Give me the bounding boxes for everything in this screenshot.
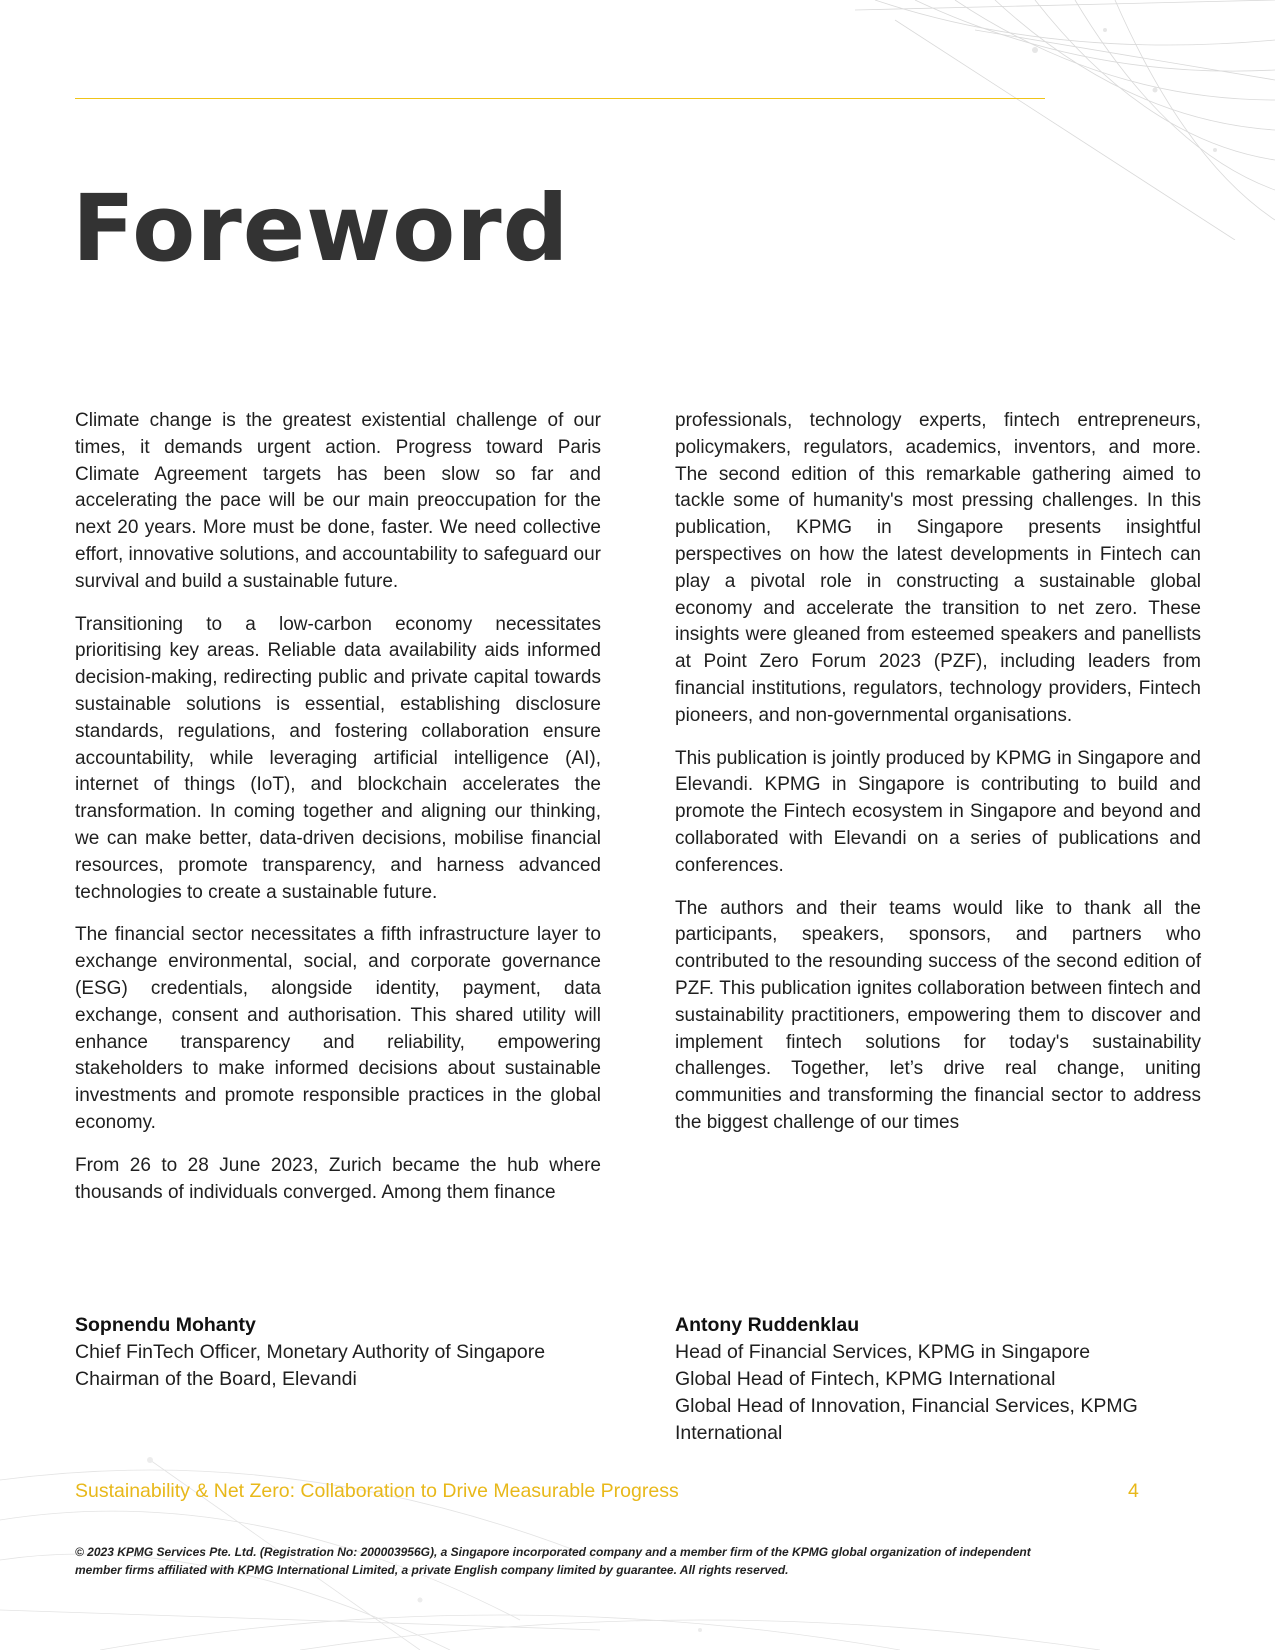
signatory-role: Global Head of Fintech, KPMG International — [675, 1368, 1056, 1390]
network-lines-decoration-top — [855, 0, 1275, 240]
signatory-role: Chairman of the Board, Elevandi — [75, 1368, 357, 1390]
paragraph: This publication is jointly produced by KPMG in Singapore and Elevandi. KPMG in Singapore is contributing to build and promote the Fintech ecosystem in Singapore and beyond and collaborated with Elevandi on a series of publications and conferences. — [675, 747, 1201, 876]
signatory-role: Chief FinTech Officer, Monetary Authority of Singapore — [75, 1341, 546, 1363]
page-number: 4 — [1128, 1480, 1139, 1502]
signatory-mohanty — [75, 1312, 635, 1393]
copyright-notice: © 2023 KPMG Services Pte. Ltd. (Registration No: 200003956G), a Singapore incorporated company and a member firm of the KPMG global organization of independent member firms affiliated with KPMG International Limited, a private English company limited by guarantee. All rights reserved. — [75, 1545, 1031, 1577]
paragraph: The financial sector necessitates a fifth infrastructure layer to exchange environmental, social, and corporate governance (ESG) credentials, alongside identity, payment, data exchange, consent and authorisation. This shared utility will enhance transparency and reliability, empowering stakeholders to make informed decisions about sustainable investments and promote responsible practices in the global economy. — [75, 924, 601, 1133]
signatory-name: Antony Ruddenklau — [675, 1314, 860, 1336]
paragraph: The authors and their teams would like to thank all the participants, speakers, sponsors, and partners who contributed to the resounding success of the second edition of PZF. This publication ignites collaboration between fintech and sustainability practitioners, empowering them to discover and implement fintech solutions for today's sustainability challenges. Together, let’s drive real change, uniting communities and transforming the financial sector to address the biggest challenge of our times — [675, 897, 1201, 1133]
footer-document-title: Sustainability & Net Zero: Collaboration to Drive Measurable Progress — [75, 1480, 679, 1502]
signatory-ruddenklau — [675, 1312, 1195, 1447]
signatory-role: Head of Financial Services, KPMG in Singapore — [675, 1341, 1091, 1363]
left-text-column — [75, 408, 601, 1222]
signatory-name: Sopnendu Mohanty — [75, 1314, 256, 1336]
network-lines-decoration-bottom — [0, 1420, 1275, 1650]
page-title: Foreword — [72, 175, 570, 282]
signatory-role: Global Head of Innovation, Financial Services, KPMG International — [675, 1395, 1138, 1444]
paragraph: Climate change is the greatest existential challenge of our times, it demands urgent action. Progress toward Paris Climate Agreement targets has been slow so far and accelerating the pace will be our main preoccupation for the next 20 years. More must be done, faster. We need collective effort, innovative solutions, and accountability to safeguard our survival and build a sustainable future. — [75, 410, 601, 592]
right-text-column — [675, 408, 1201, 1153]
paragraph: Transitioning to a low-carbon economy necessitates prioritising key areas. Reliable data availability aids informed decision-making, redirecting public and private capital towards sustainable solutions is essential, establishing disclosure standards, regulations, and fostering collaboration ensure accountability, while leveraging artificial intelligence (AI), internet of things (IoT), and blockchain accelerates the transformation. In coming together and aligning our thinking, we can make better, data-driven decisions, mobilise financial resources, promote transparency, and harness advanced technologies to create a sustainable future. — [75, 613, 601, 903]
header-accent-rule — [75, 98, 1045, 99]
paragraph: professionals, technology experts, fintech entrepreneurs, policymakers, regulators, academics, inventors, and more. The second edition of this remarkable gathering aimed to tackle some of humanity's most pressing challenges. In this publication, KPMG in Singapore presents insightful perspectives on how the latest developments in Fintech can play a pivotal role in constructing a sustainable global economy and accelerate the transition to net zero. These insights were gleaned from esteemed speakers and panellists at Point Zero Forum 2023 (PZF), including leaders from financial institutions, regulators, technology providers, Fintech pioneers, and non-governmental organisations. — [675, 410, 1201, 726]
paragraph: From 26 to 28 June 2023, Zurich became the hub where thousands of individuals converged. Among them finance — [75, 1154, 601, 1203]
